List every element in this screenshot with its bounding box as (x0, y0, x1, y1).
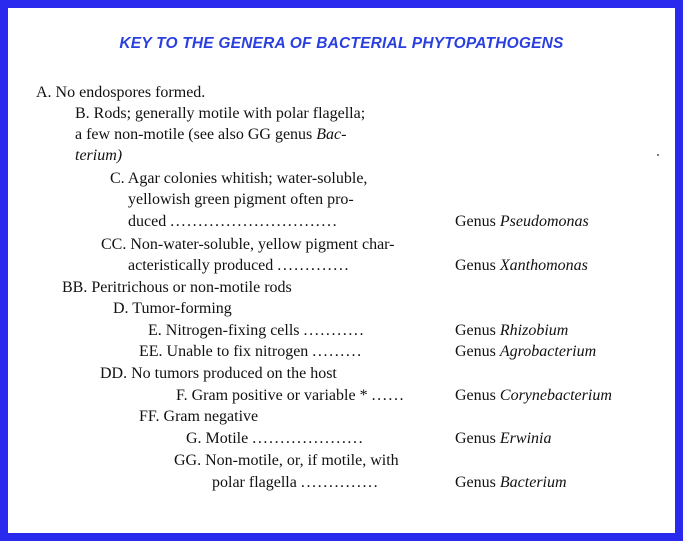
genus-rhizobium (455, 322, 568, 340)
key-line-c3 (128, 213, 338, 231)
key-line-ee-text: EE. Unable to fix nitrogen (139, 343, 309, 360)
genus-word: Genus (455, 474, 496, 491)
page-title: KEY TO THE GENERA OF BACTERIAL PHYTOPATHOGENS (119, 35, 564, 52)
genus-name: Xanthomonas (499, 257, 588, 274)
key-line-gg2 (212, 474, 379, 492)
genus-name: Bacterium (499, 474, 567, 491)
key-line-a: A. No endospores formed. (36, 84, 206, 101)
key-line-b2 (75, 126, 346, 144)
key-line-e-text: E. Nitrogen-fixing cells (148, 322, 300, 339)
key-line-ff: FF. Gram negative (139, 408, 259, 425)
key-line-c2: yellowish green pigment often pro- (128, 191, 354, 208)
genus-erwinia (455, 430, 551, 448)
genus-word: Genus (455, 322, 496, 339)
key-line-b2-text: a few non-motile (see also GG genus (75, 126, 317, 143)
key-line-gg2-text: polar flagella (212, 474, 297, 491)
genus-word: Genus (455, 213, 496, 230)
key-line-f (176, 387, 405, 405)
key-line-g-text: G. Motile (186, 430, 249, 447)
genus-name: Rhizobium (499, 322, 569, 339)
key-line-c3-text: duced (128, 213, 167, 230)
key-line-dd: DD. No tumors produced on the host (100, 365, 337, 382)
key-line-b3: terium) (75, 147, 123, 164)
key-line-b2-genus: Bac- (316, 126, 347, 143)
genus-word: Genus (455, 257, 496, 274)
key-line-cc1: CC. Non-water-soluble, yellow pigment char- (101, 236, 395, 253)
key-line-cc2 (128, 257, 350, 275)
leader-dots: ...... (371, 387, 406, 404)
key-line-cc2-text: acteristically produced (128, 257, 274, 274)
leader-dots: ............. (277, 257, 351, 274)
genus-name: Erwinia (499, 430, 552, 447)
genus-word: Genus (455, 430, 496, 447)
key-line-g (186, 430, 364, 448)
leader-dots: ........... (303, 322, 366, 339)
key-line-b1: B. Rods; generally motile with polar flagella; (75, 105, 366, 122)
genus-agrobacterium (455, 343, 596, 361)
leader-dots: ......... (312, 343, 363, 360)
key-line-ee (139, 343, 363, 361)
genus-xanthomonas (455, 257, 588, 275)
genus-word: Genus (455, 343, 496, 360)
genus-corynebacterium (455, 387, 612, 405)
key-line-c1: C. Agar colonies whitish; water-soluble, (110, 170, 368, 187)
leader-dots: .............................. (170, 213, 339, 230)
genus-name: Pseudomonas (499, 213, 589, 230)
leader-dots: .............. (300, 474, 380, 491)
key-line-f-text: F. Gram positive or variable * (176, 387, 368, 404)
key-line-d: D. Tumor-forming (113, 300, 232, 317)
key-panel (8, 8, 675, 533)
key-line-bb: BB. Peritrichous or non-motile rods (62, 279, 292, 296)
key-line-gg1: GG. Non-motile, or, if motile, with (174, 452, 399, 469)
genus-word: Genus (455, 387, 496, 404)
genus-pseudomonas (455, 213, 589, 231)
genus-name: Agrobacterium (499, 343, 597, 360)
key-line-e (148, 322, 365, 340)
genus-bacterium (455, 474, 567, 492)
genus-name: Corynebacterium (499, 387, 612, 404)
leader-dots: .................... (252, 430, 365, 447)
scan-speck (657, 154, 659, 156)
